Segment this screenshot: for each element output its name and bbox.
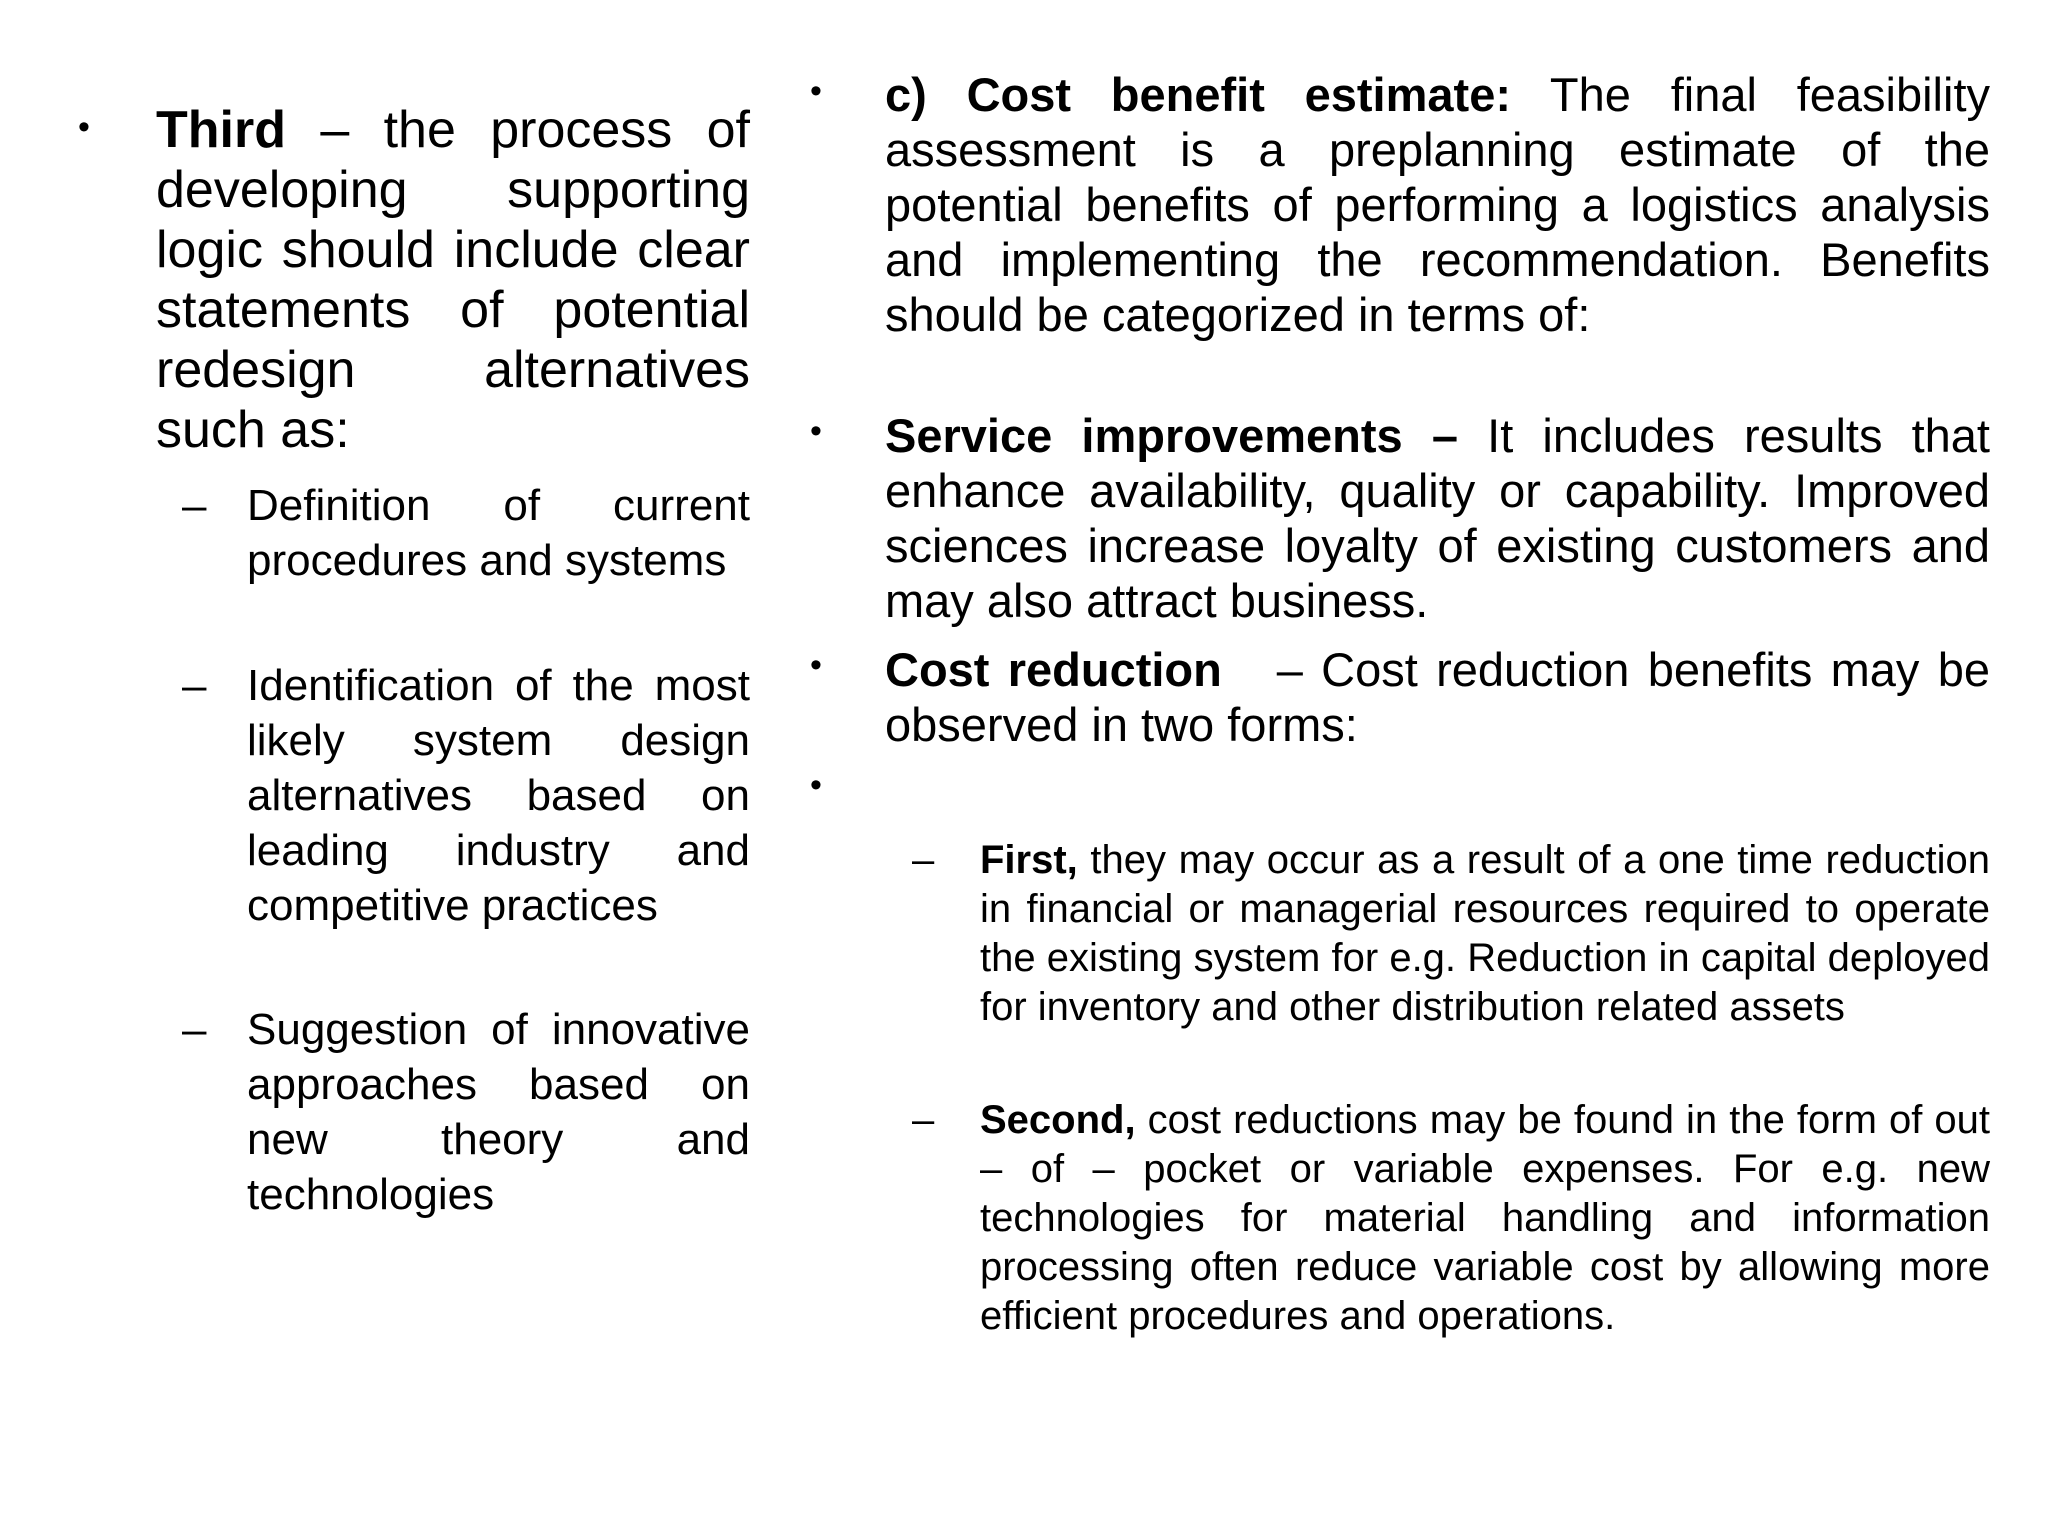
right-sub2-bold: Second,: [980, 1098, 1136, 1142]
right-subitem-first: [980, 836, 1990, 1032]
right-sub2-text: cost reductions may be found in the form of out – of – pocket or variable expenses. For e.g. new technologies for material handling and information processing often reduce variable cost by allowing more efficient procedures and operations.: [980, 1098, 1990, 1338]
right-item-service-improvements: [885, 408, 1990, 628]
left-main-text: – the process of developing supporting logic should include clear statements of potential redesign alternatives such as:: [156, 101, 750, 459]
bullet-icon: •: [810, 72, 822, 110]
right-sub1-bold: First,: [980, 838, 1078, 882]
dash-icon: –: [182, 1005, 207, 1054]
right-item2-bold: Service improvements –: [885, 409, 1458, 462]
right-item3-bold: Cost reduction: [885, 643, 1222, 696]
dash-icon: –: [182, 661, 207, 710]
dash-icon: –: [912, 1098, 935, 1142]
bullet-icon: •: [78, 108, 90, 146]
right-item1-text: The final feasibility assessment is a preplanning estimate of the potential benefits of performing a logistics analysis and implementing the recommendation. Benefits should be categorized in terms of:: [885, 68, 1990, 341]
right-item-cost-reduction: [885, 642, 2004, 752]
right-item3-text: – Cost reduction benefits may be observed in two forms:: [885, 643, 2004, 751]
left-subitem: Suggestion of innovative approaches based on new theory and technologies: [247, 1005, 750, 1219]
dash-icon: –: [182, 481, 207, 530]
right-item1-bold: c) Cost benefit estimate:: [885, 68, 1511, 121]
right-item2-text: It includes results that enhance availability, quality or capability. Improved sciences increase loyalty of existing customers and may also attract business.: [885, 409, 1990, 627]
right-sub1-text: they may occur as a result of a one time reduction in financial or managerial resources required to operate the existing system for e.g. Reduction in capital deployed for inventory and other distribution related assets: [980, 838, 1990, 1029]
left-main-point: [156, 100, 750, 460]
bullet-icon: •: [810, 412, 822, 450]
left-main-bold: Third: [156, 101, 286, 159]
left-subitem: Identification of the most likely system design alternatives based on leading industry and competitive practices: [247, 661, 750, 930]
dash-icon: –: [912, 838, 935, 882]
right-item-cost-benefit: [885, 67, 1990, 342]
bullet-icon: •: [810, 646, 822, 684]
right-subitem-second: [980, 1096, 1990, 1341]
left-subitem: Definition of current procedures and systems: [247, 481, 750, 585]
bullet-icon: •: [810, 766, 822, 804]
